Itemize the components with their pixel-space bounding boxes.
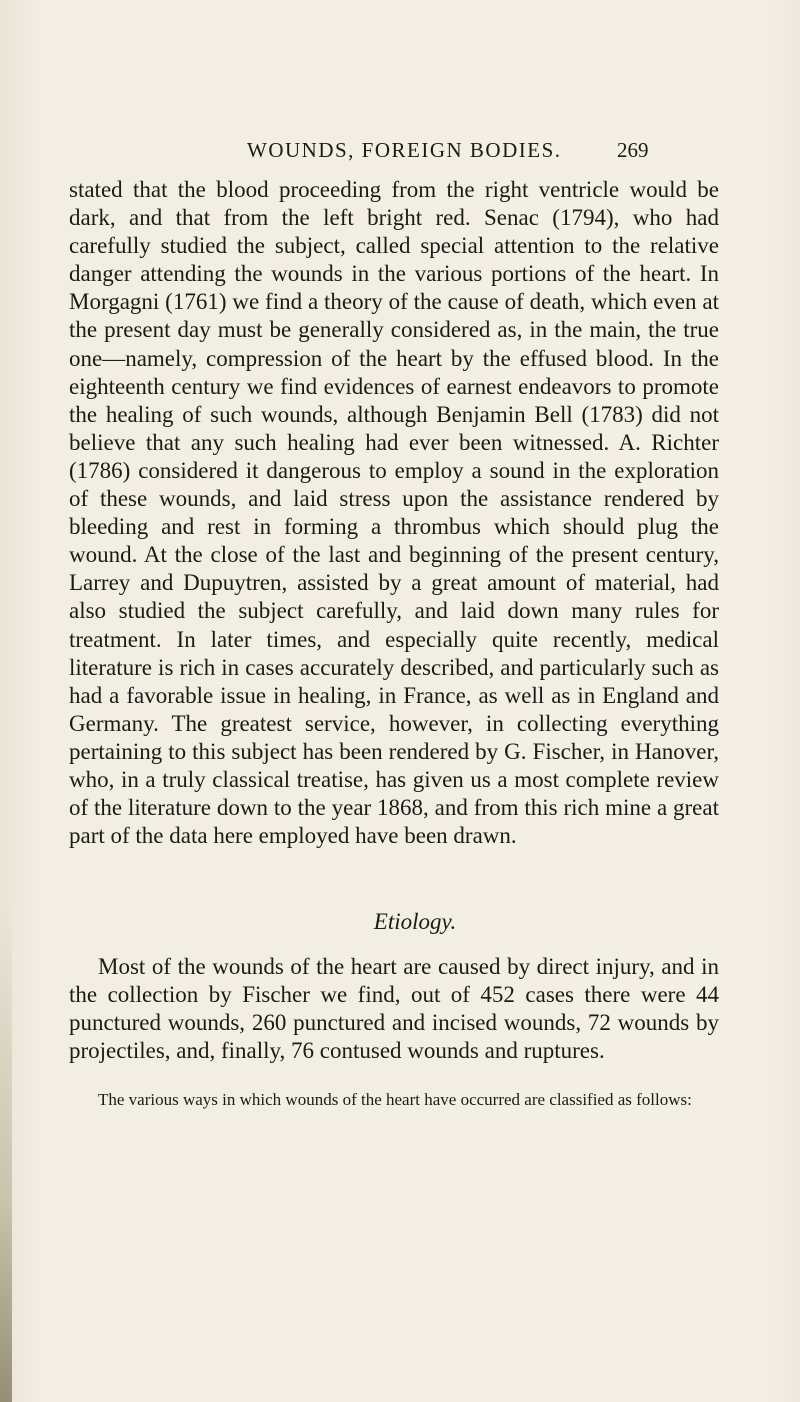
running-head — [0, 138, 800, 168]
etiology-text — [69, 953, 719, 1065]
section-heading-text: Etiology. — [373, 909, 457, 934]
running-title: WOUNDS, FOREIGN BODIES. — [247, 138, 562, 162]
paragraph-etiology: Most of the wounds of the heart are caused by direct injury, and in the collection by Fischer we find, out of 452 cases there were 44 punctured wounds, 260 punctured and incised wounds, 72 wounds by projectiles, and, finally, 76 contused wounds and ruptures. — [69, 954, 719, 1063]
page-number: 269 — [617, 138, 649, 162]
page-edge-shadow — [0, 900, 12, 1402]
small-print-note — [69, 1088, 719, 1111]
paragraph-history: stated that the blood proceeding from the right ventricle would be dark, and that from the left bright red. Senac (1794), who had carefully studied the subject, called special attention to the relative danger attending the wounds in the various portions of the heart. In Morgagni (1761) we find a theory of the cause of death, which even at the present day must be generally considered as, in the main, the true one—namely, compression of the heart by the effused blood. In the eighteenth century we find evidences of earnest endeavors to promote the healing of such wounds, although Benjamin Bell (1783) did not believe that any such healing had ever been witnessed. A. Richter (1786) considered it dangerous to employ a sound in the exploration of these wounds, and laid stress upon the assistance rendered by bleeding and rest in forming a thrombus which should plug the wound. At the close of the last and beginning of the present century, Larrey and Dupuytren, assisted by a great amount of material, had also studied the subject carefully, and laid down many rules for treatment. In later times, and especially quite recently, medical literature is rich in cases accurately described, and particularly such as had a favorable issue in healing, in France, as well as in England and Germany. The greatest service, however, in collecting everything pertaining to this subject has been rendered by G. Fischer, in Hanover, who, in a truly classical treatise, has given us a most complete review of the literature down to the year 1868, and from this rich mine a great part of the data here employed have been drawn. — [69, 177, 719, 849]
body-text — [69, 176, 719, 850]
section-heading — [0, 909, 800, 935]
classification-note: The various ways in which wounds of the heart have occurred are classified as follows: — [98, 1090, 692, 1109]
